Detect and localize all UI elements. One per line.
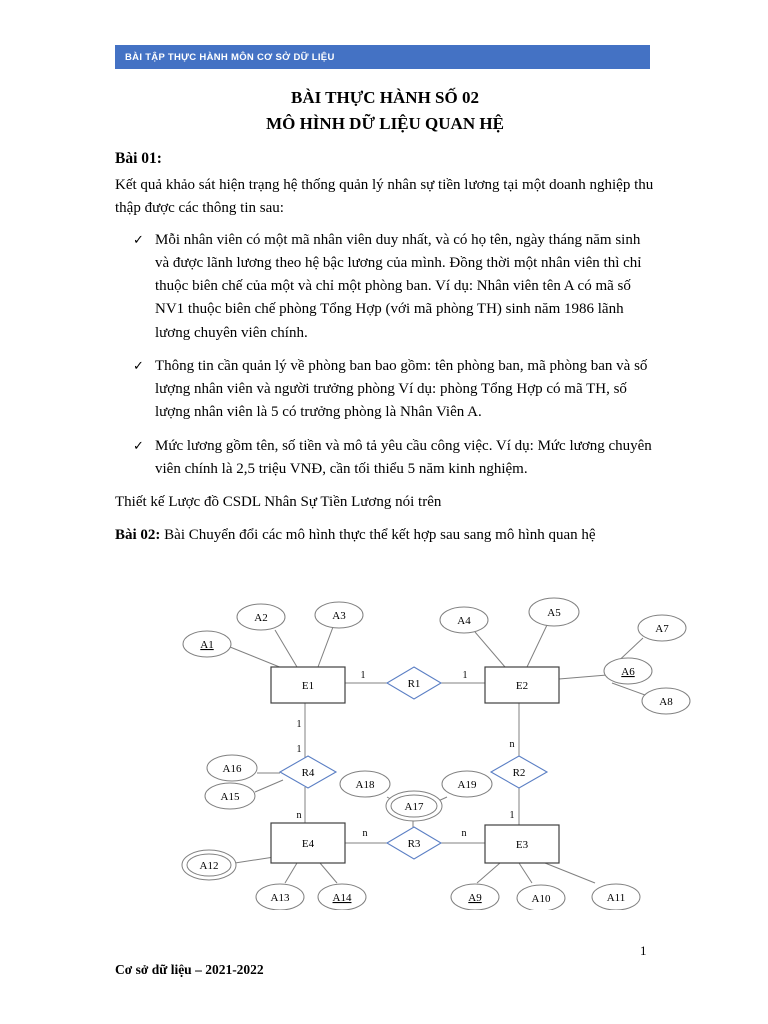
bai02-text: Bài Chuyển đổi các mô hình thực thể kết hợp sau sang mô hình quan hệ	[164, 527, 596, 544]
attribute-a5	[529, 598, 579, 626]
bai01-intro-text: Kết quả khảo sát hiện trạng hệ thống quản lý nhân sự tiền lương tại một doanh nghiệp thu thập được các thông tin sau:	[115, 177, 654, 217]
attribute-a13	[256, 884, 304, 910]
attribute-label: A5	[547, 607, 561, 619]
cardinality-label: 1	[296, 744, 302, 755]
document-header-banner	[115, 45, 650, 69]
attribute-label: A6	[621, 666, 635, 678]
list-item	[115, 355, 655, 425]
list-item-text: Mỗi nhân viên có một mã nhân viên duy nhất, và có họ tên, ngày tháng năm sinh và được lãnh lương theo hệ bậc lương của mình. Đồng thời một nhân viên thì chỉ thuộc biên chế của một và chỉ một phòng ban. Ví dụ: Nhân viên tên A có mã số NV1 thuộc biên chế phòng Tổng Hợp (với mã phòng TH) sinh năm 1986 lãnh lương chuyên viên chính.	[155, 231, 642, 341]
attribute-a11	[592, 884, 640, 910]
bai01-closing-text: Thiết kế Lược đồ CSDL Nhân Sự Tiền Lương nói trên	[115, 494, 442, 510]
attribute-label: A17	[404, 801, 424, 813]
link-a15-r4	[255, 780, 283, 792]
link-a2-e1	[275, 630, 297, 667]
attribute-label: A15	[220, 791, 240, 803]
attribute-a7	[638, 615, 686, 641]
link-a5-e2	[527, 625, 547, 667]
list-item	[115, 435, 655, 482]
attribute-label: A8	[659, 696, 673, 708]
entity-e1	[271, 667, 345, 703]
attribute-a18	[340, 771, 390, 797]
attribute-a12	[182, 850, 236, 880]
attribute-label: A3	[332, 610, 346, 622]
relationship-label: R1	[407, 678, 421, 690]
attribute-label: A10	[531, 893, 551, 905]
attribute-label: A11	[606, 892, 626, 904]
list-item	[115, 229, 655, 345]
entity-label: E4	[301, 838, 315, 850]
entity-label: E1	[301, 680, 315, 692]
cardinality-label: 1	[296, 719, 302, 730]
attribute-label: A13	[270, 892, 290, 904]
attribute-label: A2	[254, 612, 268, 624]
attribute-a17	[386, 791, 442, 821]
entity-label: E3	[515, 839, 529, 851]
bai02-paragraph	[115, 524, 655, 547]
attribute-label: A16	[222, 763, 242, 775]
attribute-a15	[205, 783, 255, 809]
list-item-text: Mức lương gồm tên, số tiền và mô tả yêu cầu công việc. Ví dụ: Mức lương chuyên viên chính là 2,5 triệu VNĐ, cần tối thiểu 5 năm kinh nghiệm.	[155, 437, 652, 477]
checkmark-icon: ✓	[133, 357, 144, 373]
relationship-label: R2	[512, 767, 526, 779]
attribute-a14	[318, 884, 366, 910]
link-a8-e2	[612, 683, 645, 695]
document-footer: Cơ sở dữ liệu – 2021-2022	[115, 962, 264, 977]
er-diagram	[175, 575, 695, 910]
attribute-a16	[207, 755, 257, 781]
attribute-label: A7	[655, 623, 669, 635]
cardinality-label: n	[509, 739, 515, 750]
attribute-label: A1	[200, 639, 214, 651]
link-a10-e3	[519, 863, 532, 883]
relationship-r1	[387, 667, 441, 699]
relationship-r2	[491, 756, 547, 788]
checkmark-icon: ✓	[133, 437, 144, 453]
link-a13-e4	[285, 863, 297, 883]
attribute-a3	[315, 602, 363, 628]
cardinality-label: 1	[462, 670, 468, 681]
link-a3-e1	[318, 627, 333, 667]
entity-e3	[485, 825, 559, 863]
cardinality-label: 1	[509, 810, 515, 821]
cardinality-label: n	[461, 828, 467, 839]
attribute-label: A19	[457, 779, 477, 791]
header-banner-text: BÀI TẬP THỰC HÀNH MÔN CƠ SỞ DỮ LIỆU	[125, 51, 335, 63]
attribute-label: A4	[457, 615, 471, 627]
entity-label: E2	[515, 680, 529, 692]
attribute-a1	[183, 631, 231, 657]
page-title-line-1: BÀI THỰC HÀNH SỐ 02	[291, 88, 479, 107]
document-body	[115, 85, 655, 548]
attribute-a4	[440, 607, 488, 633]
attribute-label: A12	[199, 860, 219, 872]
cardinality-label: n	[362, 828, 368, 839]
attribute-label: A14	[332, 892, 352, 904]
entity-e4	[271, 823, 345, 863]
attribute-label: A9	[468, 892, 482, 904]
bai01-bullet-list	[115, 229, 655, 482]
cardinality-label: 1	[360, 670, 366, 681]
attribute-label: A18	[355, 779, 375, 791]
list-item-text: Thông tin cần quản lý về phòng ban bao gồm: tên phòng ban, mã phòng ban và số lượng nhân viên và người trưởng phòng Ví dụ: phòng Tổng Hợp có mã TH, số lượng nhân viên là 5 có trưởng phòng là Nhân Viên A.	[155, 357, 648, 421]
link-a14-e4	[320, 863, 337, 883]
link-a11-e3	[545, 863, 595, 883]
attribute-a6	[604, 658, 652, 684]
attribute-a19	[442, 771, 492, 797]
relationship-r3	[387, 827, 441, 859]
entity-e2	[485, 667, 559, 703]
section-label-bai01: Bài 01:	[115, 150, 162, 167]
cardinality-label: n	[296, 810, 302, 821]
attribute-a8	[642, 688, 690, 714]
attribute-a2	[237, 604, 285, 630]
link-a4-e2	[475, 632, 505, 667]
page-title-line-2: MÔ HÌNH DỮ LIỆU QUAN HỆ	[266, 113, 504, 133]
relationship-r4	[280, 756, 336, 788]
relationship-label: R3	[407, 838, 421, 850]
attribute-a9	[451, 884, 499, 910]
link-a9-e3	[477, 863, 500, 883]
checkmark-icon: ✓	[133, 231, 144, 247]
relationship-label: R4	[301, 767, 315, 779]
page-number: 1	[640, 943, 647, 958]
attribute-a10	[517, 885, 565, 910]
section-label-bai02: Bài 02:	[115, 527, 161, 544]
